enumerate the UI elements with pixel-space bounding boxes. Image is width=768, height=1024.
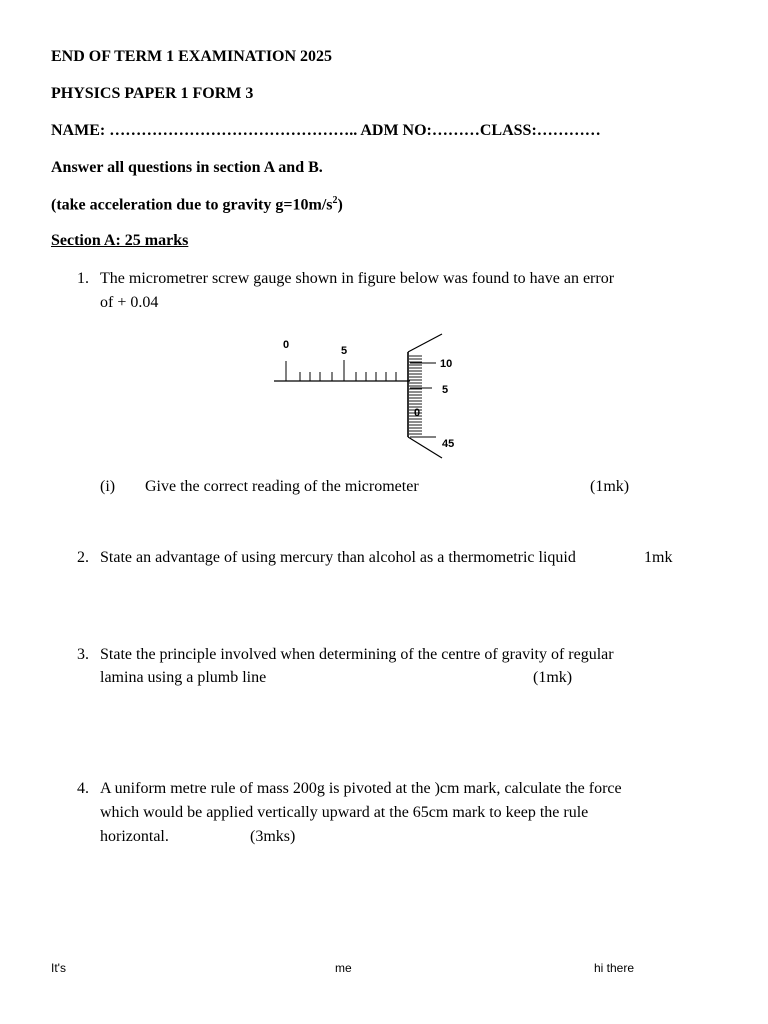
question-text: State an advantage of using mercury than alcohol as a thermometric liquid [100, 549, 576, 566]
name-adm-class-line: NAME: ……………………………………….. ADM NO:………CLASS:………… [51, 122, 601, 139]
gravity-note-close: ) [337, 196, 343, 214]
paper-title: PHYSICS PAPER 1 FORM 3 [51, 85, 254, 102]
marks: (1mk) [590, 478, 630, 495]
question-text: lamina using a plumb line [100, 669, 267, 686]
footer-center: me [335, 961, 352, 975]
gravity-note [51, 195, 343, 214]
question-text: which would be applied vertically upward at the 65cm mark to keep the rule [100, 804, 589, 821]
footer-left: It's [51, 961, 66, 975]
instruction: Answer all questions in section A and B. [51, 159, 323, 176]
sleeve-ticks [286, 360, 396, 381]
gravity-note-text: (take acceleration due to gravity g=10m/s [51, 196, 333, 214]
thimble-label-5: 5 [442, 384, 449, 396]
thimble-ticks [409, 356, 422, 434]
section-a-heading: Section A: 25 marks [51, 232, 189, 249]
footer-right: hi there [594, 961, 635, 975]
subquestion-text: Give the correct reading of the micrometer [145, 478, 419, 495]
thimble-bevel-bottom [408, 437, 442, 458]
question-text: State the principle involved when determining of the centre of gravity of regular [100, 646, 614, 663]
thimble-label-10: 10 [440, 358, 453, 370]
thimble-label-45: 45 [442, 438, 455, 450]
sleeve-label-0: 0 [283, 339, 290, 351]
marks: 1mk [644, 549, 673, 566]
marks: (1mk) [533, 669, 573, 686]
thimble-label-0: 0 [414, 407, 421, 419]
question-number: 1. [77, 270, 89, 287]
question-text: The micrometrer screw gauge shown in figure below was found to have an error [100, 270, 615, 287]
question-number: 2. [77, 549, 89, 566]
question-number: 3. [77, 646, 89, 663]
marks: (3mks) [250, 828, 296, 845]
gravity-exponent: 2 [332, 195, 338, 206]
question-text: of + 0.04 [100, 294, 159, 311]
subquestion-label: (i) [100, 478, 116, 495]
exam-title: END OF TERM 1 EXAMINATION 2025 [51, 48, 333, 65]
thimble-bevel-top [408, 334, 442, 352]
question-text: horizontal. [100, 828, 169, 845]
micrometer-figure [270, 330, 480, 460]
question-number: 4. [77, 780, 89, 797]
question-text: A uniform metre rule of mass 200g is pivoted at the )cm mark, calculate the force [100, 780, 622, 797]
sleeve-label-5: 5 [341, 345, 348, 357]
